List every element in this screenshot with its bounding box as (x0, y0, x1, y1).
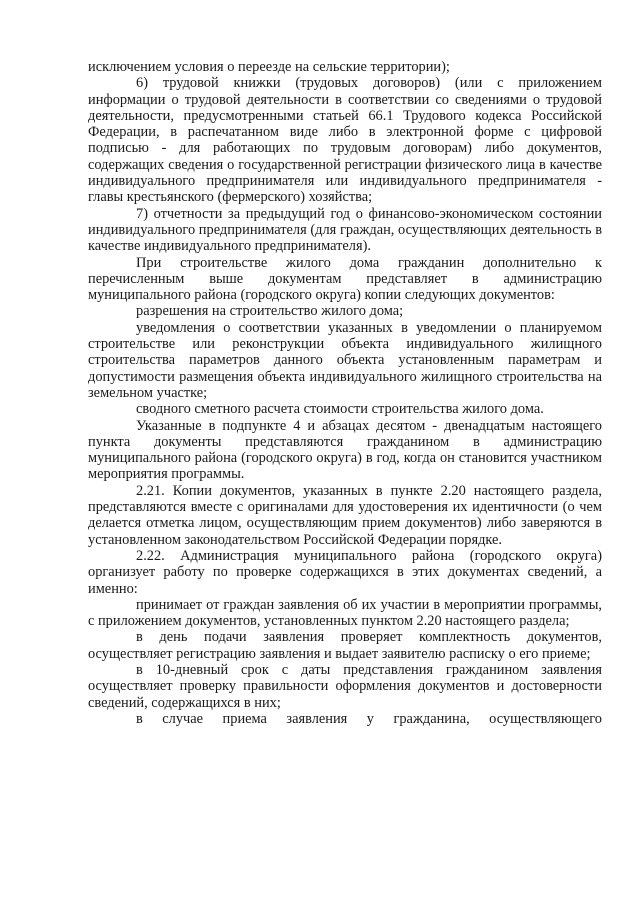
paragraph-9: 2.21. Копии документов, указанных в пункте 2.20 настоящего раздела, представляются вместе с оригиналами для удостоверения их идентичности (о чем делается отметка лицом, осуществляющим прием документов) либо заверяются в установленном законодательством Российской Федерации порядке. (88, 482, 602, 548)
paragraph-2: 6) трудовой книжки (трудовых договоров) (или с приложением информации о трудовой деятельности в соответствии со сведениями о трудовой деятельности, предусмотренными статьей 66.1 Трудового кодекса Российской Федерации, в распечатанном виде либо в электронной форме с цифровой подписью - для работающих по трудовым договорам) либо документов, содержащих сведения о государственной регистрации физического лица в качестве индивидуального предпринимателя или индивидуального предпринимателя - главы крестьянского (фермерского) хозяйства; (88, 75, 602, 206)
paragraph-1: исключением условия о переезде на сельские территории); (88, 59, 450, 75)
paragraph-3: 7) отчетности за предыдущий год о финансово-экономическом состоянии индивидуального предпринимателя (для граждан, осуществляющих деятельность в качестве индивидуального предпринимателя). (88, 205, 602, 255)
paragraph-13: в 10-дневный срок с даты представления гражданином заявления осуществляет проверку правильности оформления документов и достоверности сведений, содержащихся в них; (88, 661, 602, 711)
paragraph-8: Указанные в подпункте 4 и абзацах десятом - двенадцатым настоящего пункта документы представляются гражданином в администрацию муниципального района (городского округа) в год, когда он становится участником мероприятия программы. (88, 417, 602, 483)
paragraph-7: сводного сметного расчета стоимости строительства жилого дома. (136, 401, 544, 418)
document-page (88, 59, 602, 727)
paragraph-6: уведомления о соответствии указанных в уведомлении о планируемом строительстве или реконструкции объекта индивидуального жилищного строительства параметров данного объекта установленным параметрам и допустимости размещения объекта индивидуального жилищного строительства на земельном участке; (88, 319, 602, 401)
paragraph-12: в день подачи заявления проверяет комплектность документов, осуществляет регистрацию заявления и выдает заявителю расписку о его приеме; (88, 629, 602, 662)
paragraph-10: 2.22. Администрация муниципального района (городского округа) организует работу по проверке содержащихся в этих документах сведений, а именно: (88, 547, 602, 597)
paragraph-14: в случае приема заявления у гражданина, осуществляющего (136, 710, 602, 727)
paragraph-11: принимает от граждан заявления об их участии в мероприятии программы, с приложением документов, установленных пунктом 2.20 настоящего раздела; (88, 596, 602, 630)
paragraph-5: разрешения на строительство жилого дома; (136, 303, 404, 320)
paragraph-4: При строительстве жилого дома гражданин дополнительно к перечисленным выше документам представляет в администрацию муниципального района (городского округа) копии следующих документов: (88, 254, 602, 304)
